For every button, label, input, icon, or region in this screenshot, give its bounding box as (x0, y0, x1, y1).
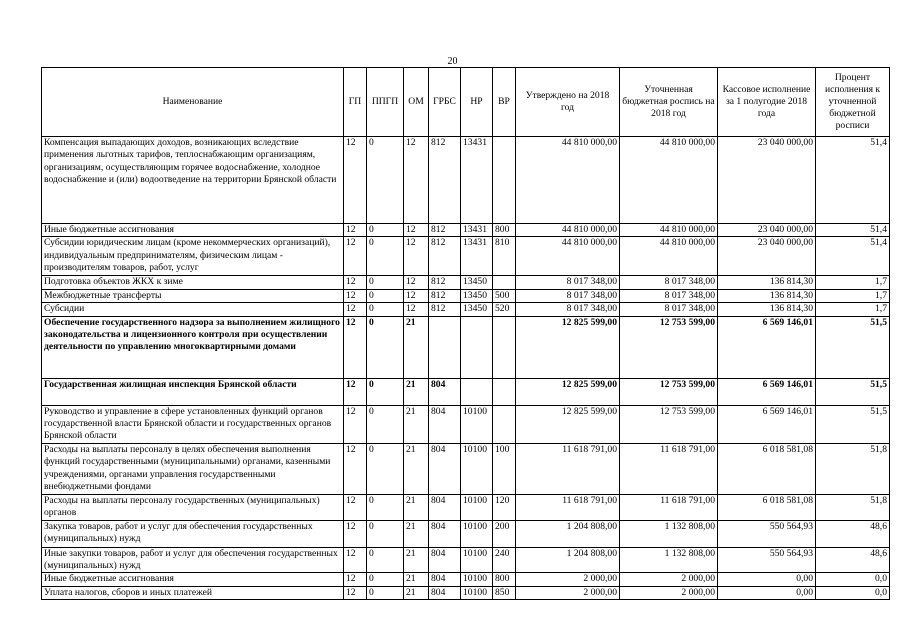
row-name: Государственная жилищная инспекция Брянской области (42, 378, 344, 405)
row-grbs: 804 (429, 573, 461, 586)
row-gp: 12 (344, 224, 367, 237)
row-om: 21 (404, 573, 429, 586)
row-vr: 500 (493, 289, 516, 302)
row-ppgp: 0 (367, 494, 404, 520)
row-revised: 8 017 348,00 (620, 276, 718, 289)
table-row (42, 303, 890, 316)
row-ppgp: 0 (367, 289, 404, 302)
row-revised: 8 017 348,00 (620, 289, 718, 302)
row-om: 21 (404, 520, 429, 547)
table-row (42, 137, 890, 224)
row-ppgp: 0 (367, 276, 404, 289)
row-np: 13431 (461, 237, 493, 276)
row-om: 12 (404, 276, 429, 289)
row-grbs: 812 (429, 137, 461, 224)
header-percent: Процент исполнения к уточненной бюджетной росписи (816, 68, 890, 137)
row-approved: 44 810 000,00 (516, 224, 620, 237)
row-percent: 0,0 (816, 573, 890, 586)
row-grbs: 804 (429, 586, 461, 599)
row-gp: 12 (344, 520, 367, 547)
row-percent: 51,5 (816, 316, 890, 378)
row-gp: 12 (344, 378, 367, 405)
row-vr: 850 (493, 586, 516, 599)
header-vr: ВР (493, 68, 516, 137)
row-cash: 6 018 581,08 (718, 494, 816, 520)
row-gp: 12 (344, 586, 367, 599)
row-om: 12 (404, 137, 429, 224)
row-om: 12 (404, 224, 429, 237)
row-vr: 800 (493, 224, 516, 237)
row-percent: 48,6 (816, 520, 890, 547)
row-grbs: 812 (429, 303, 461, 316)
page-number: 20 (447, 56, 458, 67)
row-approved: 8 017 348,00 (516, 289, 620, 302)
row-name: Уплата налогов, сборов и иных платежей (42, 586, 344, 599)
row-cash: 23 040 000,00 (718, 224, 816, 237)
row-np (461, 316, 493, 378)
row-revised: 44 810 000,00 (620, 224, 718, 237)
row-grbs: 804 (429, 443, 461, 494)
row-ppgp: 0 (367, 586, 404, 599)
row-ppgp: 0 (367, 316, 404, 378)
row-cash: 136 814,30 (718, 276, 816, 289)
row-name: Обеспечение государственного надзора за выполнением жилищного законодательства и лицензионного контроля при осуществлении деятельности по управлению многоквартирными домами (42, 316, 344, 378)
row-revised: 12 753 599,00 (620, 405, 718, 443)
row-om: 21 (404, 378, 429, 405)
row-ppgp: 0 (367, 137, 404, 224)
row-gp: 12 (344, 237, 367, 276)
row-gp: 12 (344, 316, 367, 378)
row-cash: 136 814,30 (718, 303, 816, 316)
row-revised: 1 132 808,00 (620, 547, 718, 573)
table-row (42, 520, 890, 547)
header-approved: Утверждено на 2018 год (516, 68, 620, 137)
row-approved: 8 017 348,00 (516, 303, 620, 316)
row-om: 21 (404, 405, 429, 443)
row-np: 13431 (461, 137, 493, 224)
row-np: 13450 (461, 276, 493, 289)
row-vr: 240 (493, 547, 516, 573)
table-row (42, 586, 890, 599)
row-gp: 12 (344, 289, 367, 302)
row-name: Руководство и управление в сфере установленных функций органов государственной власти Брянской области и государственных органов Брянской области (42, 405, 344, 443)
row-approved: 1 204 808,00 (516, 547, 620, 573)
row-revised: 8 017 348,00 (620, 303, 718, 316)
row-revised: 1 132 808,00 (620, 520, 718, 547)
row-name: Расходы на выплаты персоналу в целях обеспечения выполнения функций государственными (муниципальными) органами, казенными учреждениями, органами управления государственными внебюджетными фондами (42, 443, 344, 494)
row-grbs: 812 (429, 276, 461, 289)
row-gp: 12 (344, 303, 367, 316)
row-percent: 0,0 (816, 586, 890, 599)
row-vr: 100 (493, 443, 516, 494)
row-np: 10100 (461, 586, 493, 599)
row-vr: 200 (493, 520, 516, 547)
row-cash: 0,00 (718, 573, 816, 586)
row-percent: 1,7 (816, 276, 890, 289)
header-np: НР (461, 68, 493, 137)
row-om: 21 (404, 494, 429, 520)
row-name: Иные бюджетные ассигнования (42, 224, 344, 237)
row-revised: 11 618 791,00 (620, 494, 718, 520)
row-cash: 0,00 (718, 586, 816, 599)
row-vr: 800 (493, 573, 516, 586)
row-cash: 550 564,93 (718, 520, 816, 547)
table-row (42, 237, 890, 276)
row-gp: 12 (344, 276, 367, 289)
row-om: 12 (404, 237, 429, 276)
row-np: 10100 (461, 494, 493, 520)
row-ppgp: 0 (367, 443, 404, 494)
row-revised: 11 618 791,00 (620, 443, 718, 494)
row-om: 12 (404, 289, 429, 302)
row-np: 10100 (461, 405, 493, 443)
header-name: Наименование (42, 68, 344, 137)
row-cash: 6 569 146,01 (718, 316, 816, 378)
row-revised: 44 810 000,00 (620, 237, 718, 276)
row-cash: 23 040 000,00 (718, 237, 816, 276)
row-vr (493, 137, 516, 224)
row-vr (493, 316, 516, 378)
row-ppgp: 0 (367, 224, 404, 237)
row-om: 21 (404, 316, 429, 378)
row-name: Расходы на выплаты персоналу государственных (муниципальных) органов (42, 494, 344, 520)
row-approved: 2 000,00 (516, 573, 620, 586)
row-cash: 136 814,30 (718, 289, 816, 302)
header-ppgp: ППГП (367, 68, 404, 137)
row-vr: 810 (493, 237, 516, 276)
row-ppgp: 0 (367, 237, 404, 276)
table-row (42, 573, 890, 586)
row-om: 21 (404, 586, 429, 599)
row-gp: 12 (344, 443, 367, 494)
table-row (42, 405, 890, 443)
row-vr: 120 (493, 494, 516, 520)
row-vr: 520 (493, 303, 516, 316)
row-ppgp: 0 (367, 303, 404, 316)
row-grbs (429, 316, 461, 378)
row-cash: 23 040 000,00 (718, 137, 816, 224)
row-approved: 11 618 791,00 (516, 443, 620, 494)
row-name: Межбюджетные трансферты (42, 289, 344, 302)
row-approved: 44 810 000,00 (516, 237, 620, 276)
row-name: Субсидии юридическим лицам (кроме некоммерческих организаций), индивидуальным предпринимателям, физическим лицам - производителям товаров, работ, услуг (42, 237, 344, 276)
row-np: 13431 (461, 224, 493, 237)
row-approved: 8 017 348,00 (516, 276, 620, 289)
row-ppgp: 0 (367, 405, 404, 443)
row-gp: 12 (344, 573, 367, 586)
row-grbs: 812 (429, 237, 461, 276)
row-grbs: 804 (429, 547, 461, 573)
row-revised: 12 753 599,00 (620, 378, 718, 405)
row-grbs: 804 (429, 405, 461, 443)
row-percent: 51,5 (816, 378, 890, 405)
row-vr (493, 405, 516, 443)
row-vr (493, 276, 516, 289)
row-approved: 44 810 000,00 (516, 137, 620, 224)
row-approved: 1 204 808,00 (516, 520, 620, 547)
row-revised: 2 000,00 (620, 573, 718, 586)
row-ppgp: 0 (367, 573, 404, 586)
row-np: 10100 (461, 443, 493, 494)
row-gp: 12 (344, 405, 367, 443)
row-ppgp: 0 (367, 547, 404, 573)
row-name: Подготовка объектов ЖКХ к зиме (42, 276, 344, 289)
table-row (42, 547, 890, 573)
row-grbs: 804 (429, 378, 461, 405)
row-np: 10100 (461, 547, 493, 573)
table-row (42, 316, 890, 378)
row-np (461, 378, 493, 405)
row-revised: 44 810 000,00 (620, 137, 718, 224)
budget-table (41, 67, 890, 600)
row-percent: 1,7 (816, 303, 890, 316)
row-name: Компенсация выпадающих доходов, возникающих вследствие применения льготных тарифов, теплоснабжающим организациям, организациям, осуществляющим горячее водоснабжение, холодное водоснабжение и (или) водоотведение на территории Брянской области (42, 137, 344, 224)
row-grbs: 812 (429, 289, 461, 302)
row-grbs: 804 (429, 520, 461, 547)
row-percent: 51,5 (816, 405, 890, 443)
table-row (42, 494, 890, 520)
row-grbs: 804 (429, 494, 461, 520)
row-np: 13450 (461, 289, 493, 302)
row-percent: 51,4 (816, 237, 890, 276)
row-om: 21 (404, 547, 429, 573)
table-row (42, 289, 890, 302)
row-om: 21 (404, 443, 429, 494)
header-grbs: ГРБС (429, 68, 461, 137)
table-header-row (42, 68, 890, 137)
row-gp: 12 (344, 547, 367, 573)
row-gp: 12 (344, 494, 367, 520)
row-name: Иные закупки товаров, работ и услуг для обеспечения государственных (муниципальных) нужд (42, 547, 344, 573)
table-row (42, 443, 890, 494)
header-revised: Уточненная бюджетная роспись на 2018 год (620, 68, 718, 137)
row-percent: 51,4 (816, 137, 890, 224)
row-approved: 12 825 599,00 (516, 316, 620, 378)
row-gp: 12 (344, 137, 367, 224)
row-name: Иные бюджетные ассигнования (42, 573, 344, 586)
row-approved: 12 825 599,00 (516, 378, 620, 405)
row-vr (493, 378, 516, 405)
header-cash: Кассовое исполнение за 1 полугодие 2018 года (718, 68, 816, 137)
header-gp: ГП (344, 68, 367, 137)
row-approved: 11 618 791,00 (516, 494, 620, 520)
table-row (42, 378, 890, 405)
row-cash: 6 569 146,01 (718, 405, 816, 443)
row-cash: 6 569 146,01 (718, 378, 816, 405)
row-percent: 48,6 (816, 547, 890, 573)
row-approved: 12 825 599,00 (516, 405, 620, 443)
row-revised: 12 753 599,00 (620, 316, 718, 378)
table-row (42, 276, 890, 289)
row-om: 12 (404, 303, 429, 316)
row-name: Закупка товаров, работ и услуг для обеспечения государственных (муниципальных) нужд (42, 520, 344, 547)
row-np: 13450 (461, 303, 493, 316)
row-percent: 51,8 (816, 494, 890, 520)
table-row (42, 224, 890, 237)
row-approved: 2 000,00 (516, 586, 620, 599)
row-name: Субсидии (42, 303, 344, 316)
row-cash: 550 564,93 (718, 547, 816, 573)
row-cash: 6 018 581,08 (718, 443, 816, 494)
table-body (42, 137, 890, 600)
row-percent: 51,4 (816, 224, 890, 237)
row-grbs: 812 (429, 224, 461, 237)
row-percent: 51,8 (816, 443, 890, 494)
row-ppgp: 0 (367, 520, 404, 547)
row-np: 10100 (461, 520, 493, 547)
row-revised: 2 000,00 (620, 586, 718, 599)
row-ppgp: 0 (367, 378, 404, 405)
row-np: 10100 (461, 573, 493, 586)
row-percent: 1,7 (816, 289, 890, 302)
header-om: ОМ (404, 68, 429, 137)
